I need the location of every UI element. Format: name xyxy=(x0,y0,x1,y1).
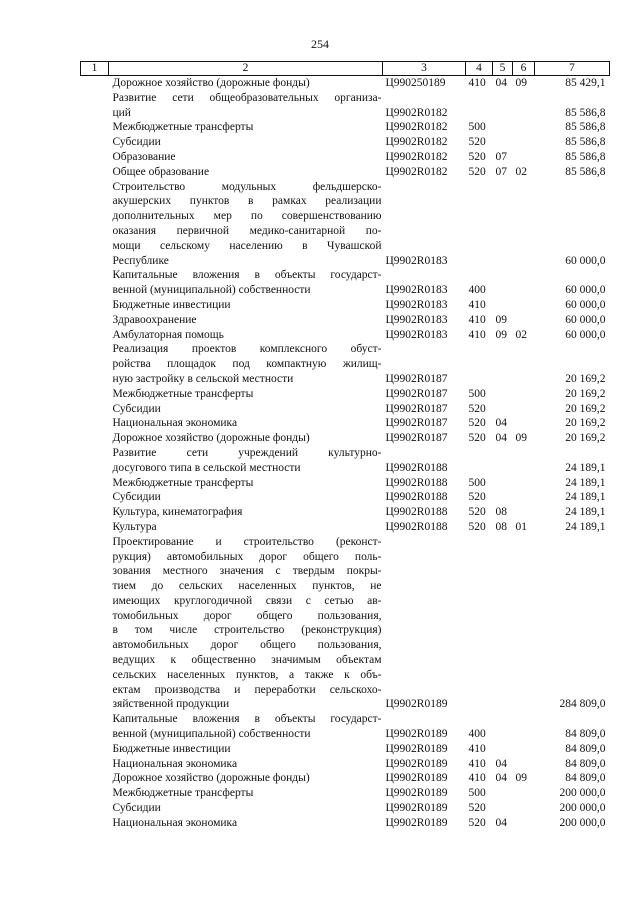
row-name-line: Здравоохранение xyxy=(112,313,197,326)
row-col-4 xyxy=(466,446,493,476)
row-col-6 xyxy=(513,490,535,505)
row-name xyxy=(109,342,383,386)
row-amount: 20 169,2 xyxy=(565,432,606,445)
table-row xyxy=(81,431,610,446)
row-col-5 xyxy=(493,298,513,313)
row-name-line: рукция) автомобильных дорог общего поль- xyxy=(112,550,382,563)
table-row xyxy=(81,180,610,269)
row-index-cell xyxy=(81,91,109,121)
row-amount: 20 169,2 xyxy=(565,402,606,415)
row-col-4: 410 xyxy=(468,757,486,770)
table-row xyxy=(81,446,610,476)
table-row xyxy=(81,387,610,402)
row-index-cell xyxy=(81,120,109,135)
row-col-4: 410 xyxy=(468,77,486,89)
row-name-line: Образование xyxy=(112,150,176,163)
row-col-5: 09 xyxy=(495,313,507,326)
row-name xyxy=(109,387,383,402)
row-name xyxy=(109,313,383,328)
row-col-5 xyxy=(493,402,513,417)
row-col-5: 08 xyxy=(495,520,507,533)
row-amount: 60 000,0 xyxy=(565,313,606,326)
row-col-5 xyxy=(493,786,513,801)
row-col-4 xyxy=(466,91,493,121)
row-code: Ц9902R0189 xyxy=(385,742,448,755)
row-amount: 85 586,8 xyxy=(565,165,606,178)
row-col-6: 09 xyxy=(515,77,527,89)
row-name-line: Межбюджетные трансферты xyxy=(112,387,254,400)
row-amount: 85 586,8 xyxy=(565,106,606,119)
row-name-line: ройства площадок под компактную жилищ- xyxy=(112,358,382,371)
row-name xyxy=(109,446,383,476)
table-row xyxy=(81,742,610,757)
table-row xyxy=(81,135,610,150)
row-col-4: 520 xyxy=(468,491,486,504)
row-col-4: 520 xyxy=(468,150,486,163)
row-code: Ц9902R0182 xyxy=(385,106,448,119)
row-name xyxy=(109,476,383,491)
table-row xyxy=(81,416,610,431)
row-name-line: акушерских пунктов в рамках реализации xyxy=(112,195,382,208)
row-col-4: 520 xyxy=(468,417,486,430)
row-index-cell xyxy=(81,801,109,816)
row-col-5 xyxy=(493,476,513,491)
row-code: Ц9902R0187 xyxy=(385,417,448,430)
row-col-4 xyxy=(466,535,493,713)
row-name-line: Национальная экономика xyxy=(112,757,238,770)
row-name-line: Реализация проектов комплексного обуст- xyxy=(112,343,382,356)
row-name xyxy=(109,165,383,180)
row-name-line: Капитальные вложения в объекты государст- xyxy=(112,269,382,282)
row-index-cell xyxy=(81,387,109,402)
row-code: Ц9902R0189 xyxy=(385,802,448,815)
row-col-4: 400 xyxy=(468,284,486,297)
row-code: Ц9902R0183 xyxy=(385,328,448,341)
row-name xyxy=(109,801,383,816)
row-code: Ц9902R0189 xyxy=(385,728,448,741)
row-name-line: Строительство модульных фельдшерско- xyxy=(112,180,382,193)
row-col-5 xyxy=(493,490,513,505)
row-name xyxy=(109,120,383,135)
row-name xyxy=(109,786,383,801)
table-row xyxy=(81,298,610,313)
row-name-line: Капитальные вложения в объекты государст- xyxy=(112,713,382,726)
row-amount: 84 809,0 xyxy=(565,728,606,741)
row-code: Ц9902R0188 xyxy=(385,491,448,504)
table-row xyxy=(81,490,610,505)
table-row xyxy=(81,712,610,742)
row-col-6 xyxy=(513,268,535,298)
row-col-5 xyxy=(493,91,513,121)
row-name-line: оказания первичной медико-санитарной по- xyxy=(112,224,382,237)
table-header xyxy=(81,62,610,76)
row-name-line: Республике xyxy=(112,254,169,267)
row-col-5: 04 xyxy=(495,816,507,829)
table-row xyxy=(81,268,610,298)
row-col-5 xyxy=(493,120,513,135)
table-row xyxy=(81,786,610,801)
row-amount: 20 169,2 xyxy=(565,387,606,400)
row-col-6 xyxy=(513,402,535,417)
table-row xyxy=(81,313,610,328)
table-row xyxy=(81,150,610,165)
row-name-line: Субсидии xyxy=(112,802,161,815)
row-col-6 xyxy=(513,757,535,772)
row-name xyxy=(109,180,383,269)
row-amount: 85 586,8 xyxy=(565,136,606,149)
row-col-4: 410 xyxy=(468,313,486,326)
table-row xyxy=(81,76,610,91)
row-name xyxy=(109,712,383,742)
row-code: Ц9902R0182 xyxy=(385,136,448,149)
row-name-line: Дорожное хозяйство (дорожные фонды) xyxy=(112,432,310,445)
row-code: Ц9902R0189 xyxy=(385,787,448,800)
header-col-7: 7 xyxy=(535,62,610,76)
row-col-4 xyxy=(466,342,493,386)
row-col-6 xyxy=(513,150,535,165)
row-col-4: 410 xyxy=(468,298,486,311)
row-amount: 60 000,0 xyxy=(565,254,606,267)
row-col-6 xyxy=(513,786,535,801)
row-name-line: ектам производства и переработки сельскохо- xyxy=(112,683,382,696)
row-amount: 200 000,0 xyxy=(559,787,606,800)
row-amount: 85 586,8 xyxy=(565,150,606,163)
row-name xyxy=(109,150,383,165)
row-name xyxy=(109,402,383,417)
row-amount: 24 189,1 xyxy=(565,461,606,474)
row-name-line: Субсидии xyxy=(112,491,161,504)
row-col-4: 520 xyxy=(468,402,486,415)
row-amount: 24 189,1 xyxy=(565,491,606,504)
row-col-6: 02 xyxy=(515,328,527,341)
row-col-5 xyxy=(493,712,513,742)
row-code: Ц9902R0182 xyxy=(385,121,448,134)
row-index-cell xyxy=(81,298,109,313)
row-amount: 85 429,1 xyxy=(565,77,606,89)
table-row xyxy=(81,520,610,535)
row-col-5: 07 xyxy=(495,150,507,163)
row-code: Ц9902R0183 xyxy=(385,313,448,326)
row-code: Ц9902R0188 xyxy=(385,461,448,474)
row-name xyxy=(109,135,383,150)
row-col-4: 500 xyxy=(468,476,486,489)
row-name xyxy=(109,298,383,313)
row-name xyxy=(109,771,383,786)
row-name-line: автомобильных дорог общего пользования, xyxy=(112,639,382,652)
row-index-cell xyxy=(81,328,109,343)
row-amount: 60 000,0 xyxy=(565,284,606,297)
row-amount: 60 000,0 xyxy=(565,328,606,341)
row-code: Ц9902R0187 xyxy=(385,432,448,445)
row-name-line: дополнительных мер по совершенствованию xyxy=(112,210,382,223)
table-row xyxy=(81,476,610,491)
row-name-line: Развитие сети учреждений культурно- xyxy=(112,446,382,459)
row-index-cell xyxy=(81,165,109,180)
row-col-5 xyxy=(493,742,513,757)
table-body xyxy=(81,76,610,831)
row-name-line: в том числе строительство (реконструкция) xyxy=(112,624,382,637)
row-col-4: 520 xyxy=(468,506,486,519)
row-col-5: 08 xyxy=(495,506,507,519)
row-col-5 xyxy=(493,342,513,386)
row-col-6 xyxy=(513,342,535,386)
row-code: Ц9902R0183 xyxy=(385,254,448,267)
row-name xyxy=(109,520,383,535)
row-amount: 85 586,8 xyxy=(565,121,606,134)
row-code: Ц9902R0189 xyxy=(385,757,448,770)
row-amount: 200 000,0 xyxy=(559,802,606,815)
header-col-6: 6 xyxy=(513,62,535,76)
row-amount: 24 189,1 xyxy=(565,506,606,519)
row-col-6 xyxy=(513,801,535,816)
row-index-cell xyxy=(81,712,109,742)
row-col-6 xyxy=(513,313,535,328)
row-index-cell xyxy=(81,771,109,786)
row-col-4: 410 xyxy=(468,772,486,785)
row-index-cell xyxy=(81,505,109,520)
row-amount: 24 189,1 xyxy=(565,476,606,489)
row-amount: 84 809,0 xyxy=(565,772,606,785)
header-row xyxy=(81,62,610,76)
row-col-4: 520 xyxy=(468,432,486,445)
row-col-6 xyxy=(513,476,535,491)
row-code: Ц990250189 xyxy=(385,77,446,89)
row-col-4: 410 xyxy=(468,742,486,755)
row-col-6 xyxy=(513,816,535,831)
row-code: Ц9902R0187 xyxy=(385,387,448,400)
row-code: Ц9902R0188 xyxy=(385,520,448,533)
row-col-4: 520 xyxy=(468,520,486,533)
row-name xyxy=(109,76,383,91)
row-name-line: Дорожное хозяйство (дорожные фонды) xyxy=(112,77,310,89)
row-col-4: 500 xyxy=(468,121,486,134)
row-col-5: 04 xyxy=(495,77,507,89)
row-col-6 xyxy=(513,712,535,742)
row-code: Ц9902R0189 xyxy=(385,816,448,829)
row-name-line: Развитие сети общеобразовательных организа- xyxy=(112,91,382,104)
row-col-5 xyxy=(493,180,513,269)
row-index-cell xyxy=(81,150,109,165)
row-name-line: томобильных дорог общего пользования, xyxy=(112,609,382,622)
row-col-5: 04 xyxy=(495,757,507,770)
header-col-2: 2 xyxy=(109,62,383,76)
row-col-6 xyxy=(513,91,535,121)
row-col-5: 04 xyxy=(495,432,507,445)
row-amount: 200 000,0 xyxy=(559,816,606,829)
table-row xyxy=(81,816,610,831)
table-row xyxy=(81,757,610,772)
row-col-6 xyxy=(513,505,535,520)
row-name-line: Национальная экономика xyxy=(112,417,238,430)
row-name xyxy=(109,268,383,298)
row-name-line: зования местного значения с твердым покры- xyxy=(112,565,382,578)
row-index-cell xyxy=(81,476,109,491)
row-index-cell xyxy=(81,816,109,831)
row-code: Ц9902R0189 xyxy=(385,698,448,711)
row-code: Ц9902R0187 xyxy=(385,372,448,385)
header-col-1: 1 xyxy=(81,62,109,76)
row-name-line: тием до сельских населенных пунктов, не xyxy=(112,580,382,593)
row-col-5 xyxy=(493,446,513,476)
row-col-4: 520 xyxy=(468,802,486,815)
row-col-4 xyxy=(466,180,493,269)
row-amount: 84 809,0 xyxy=(565,757,606,770)
row-col-6 xyxy=(513,387,535,402)
budget-table xyxy=(80,61,610,831)
row-code: Ц9902R0183 xyxy=(385,284,448,297)
table-row xyxy=(81,801,610,816)
table-row xyxy=(81,165,610,180)
row-amount: 60 000,0 xyxy=(565,298,606,311)
row-col-6 xyxy=(513,180,535,269)
row-name-line: Проектирование и строительство (реконст- xyxy=(112,535,382,548)
row-name xyxy=(109,816,383,831)
row-col-5: 04 xyxy=(495,772,507,785)
row-col-6 xyxy=(513,298,535,313)
row-name xyxy=(109,91,383,121)
row-code: Ц9902R0183 xyxy=(385,298,448,311)
row-code: Ц9902R0189 xyxy=(385,772,448,785)
row-index-cell xyxy=(81,446,109,476)
row-name-line: ций xyxy=(112,106,131,119)
table-row xyxy=(81,328,610,343)
row-code: Ц9902R0187 xyxy=(385,402,448,415)
row-name-line: Амбулаторная помощь xyxy=(112,328,224,341)
row-name-line: ную застройку в сельской местности xyxy=(112,372,294,385)
row-amount: 284 809,0 xyxy=(559,698,606,711)
row-name-line: мощи сельскому населению в Чувашской xyxy=(112,239,382,252)
row-col-6: 01 xyxy=(515,520,527,533)
row-col-4: 500 xyxy=(468,787,486,800)
row-name-line: зяйственной продукции xyxy=(112,698,230,711)
row-amount: 84 809,0 xyxy=(565,742,606,755)
row-name-line: Бюджетные инвестиции xyxy=(112,298,231,311)
table-row xyxy=(81,120,610,135)
row-col-4: 400 xyxy=(468,728,486,741)
table-row xyxy=(81,505,610,520)
row-name-line: имеющих круглогодичной связи с сетью ав- xyxy=(112,594,382,607)
page-number: 254 xyxy=(311,37,329,51)
header-col-3: 3 xyxy=(383,62,466,76)
row-amount: 24 189,1 xyxy=(565,520,606,533)
row-index-cell xyxy=(81,520,109,535)
row-name-line: Общее образование xyxy=(112,165,210,178)
row-name-line: Культура, кинематография xyxy=(112,506,243,519)
row-name xyxy=(109,757,383,772)
row-name-line: Национальная экономика xyxy=(112,816,238,829)
row-col-6: 09 xyxy=(515,432,527,445)
row-col-6 xyxy=(513,535,535,713)
row-col-5 xyxy=(493,135,513,150)
row-col-4: 520 xyxy=(468,165,486,178)
row-col-5: 07 xyxy=(495,165,507,178)
row-col-5 xyxy=(493,801,513,816)
row-index-cell xyxy=(81,786,109,801)
row-col-4: 500 xyxy=(468,387,486,400)
row-index-cell xyxy=(81,342,109,386)
row-name-line: венной (муниципальной) собственности xyxy=(112,284,311,297)
row-name-line: досугового типа в сельской местности xyxy=(112,461,301,474)
row-name-line: Бюджетные инвестиции xyxy=(112,742,231,755)
row-name-line: ведущих к общественно значимым объектам xyxy=(112,654,382,667)
row-index-cell xyxy=(81,313,109,328)
row-col-6 xyxy=(513,120,535,135)
row-index-cell xyxy=(81,742,109,757)
header-col-4: 4 xyxy=(466,62,493,76)
row-col-4: 520 xyxy=(468,816,486,829)
row-col-4: 520 xyxy=(468,136,486,149)
row-col-5: 09 xyxy=(495,328,507,341)
row-code: Ц9902R0188 xyxy=(385,506,448,519)
row-name xyxy=(109,505,383,520)
header-col-5: 5 xyxy=(493,62,513,76)
row-name-line: Межбюджетные трансферты xyxy=(112,476,254,489)
row-name xyxy=(109,328,383,343)
row-name-line: Межбюджетные трансферты xyxy=(112,787,254,800)
row-name xyxy=(109,535,383,713)
row-index-cell xyxy=(81,535,109,713)
row-name-line: Субсидии xyxy=(112,402,161,415)
row-index-cell xyxy=(81,180,109,269)
row-name-line: Межбюджетные трансферты xyxy=(112,121,254,134)
row-col-5 xyxy=(493,268,513,298)
row-index-cell xyxy=(81,757,109,772)
row-index-cell xyxy=(81,76,109,91)
table-row xyxy=(81,402,610,417)
table-row xyxy=(81,535,610,713)
row-name xyxy=(109,431,383,446)
row-col-5: 04 xyxy=(495,417,507,430)
row-index-cell xyxy=(81,402,109,417)
row-index-cell xyxy=(81,431,109,446)
table-row xyxy=(81,342,610,386)
row-col-5 xyxy=(493,387,513,402)
row-index-cell xyxy=(81,135,109,150)
row-col-6 xyxy=(513,416,535,431)
row-code: Ц9902R0182 xyxy=(385,150,448,163)
row-col-6: 02 xyxy=(515,165,527,178)
row-name-line: Субсидии xyxy=(112,136,161,149)
row-index-cell xyxy=(81,416,109,431)
row-name xyxy=(109,742,383,757)
row-index-cell xyxy=(81,490,109,505)
row-name-line: венной (муниципальной) собственности xyxy=(112,728,311,741)
row-name-line: Культура xyxy=(112,520,157,533)
row-col-6 xyxy=(513,446,535,476)
row-index-cell xyxy=(81,268,109,298)
row-name xyxy=(109,416,383,431)
table-row xyxy=(81,771,610,786)
row-col-6 xyxy=(513,135,535,150)
row-amount: 20 169,2 xyxy=(565,372,606,385)
row-col-4: 410 xyxy=(468,328,486,341)
row-col-6 xyxy=(513,742,535,757)
row-name xyxy=(109,490,383,505)
row-name-line: Дорожное хозяйство (дорожные фонды) xyxy=(112,772,310,785)
row-code: Ц9902R0182 xyxy=(385,165,448,178)
row-amount: 20 169,2 xyxy=(565,417,606,430)
table-row xyxy=(81,91,610,121)
row-col-6: 09 xyxy=(515,772,527,785)
row-code: Ц9902R0188 xyxy=(385,476,448,489)
row-name-line: сельских населенных пунктов, а также к объ- xyxy=(112,668,382,681)
row-col-5 xyxy=(493,535,513,713)
